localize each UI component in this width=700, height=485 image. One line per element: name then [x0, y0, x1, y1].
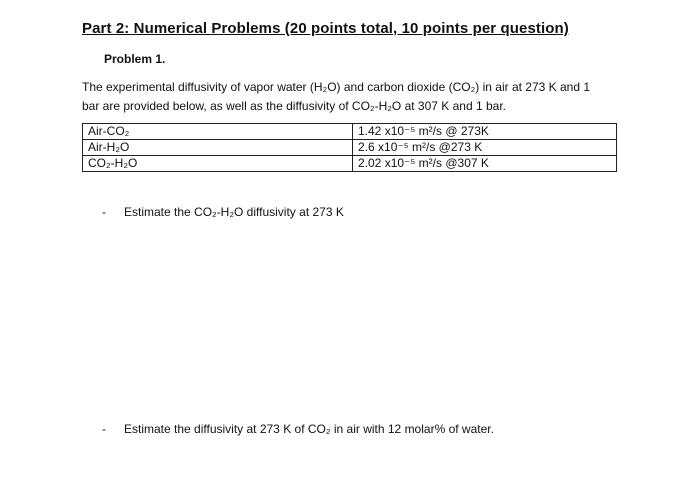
- bullet-dash: -: [102, 422, 106, 436]
- table-cell-value: 2.6 x10⁻⁵ m²/s @273 K: [353, 140, 617, 156]
- task-item: [102, 422, 552, 438]
- table-cell-pair: Air-H₂O: [83, 140, 353, 156]
- table-cell-pair: CO₂-H₂O: [83, 156, 353, 172]
- bullet-dash: -: [102, 205, 106, 219]
- problem-title: Problem 1.: [104, 52, 166, 66]
- table-row: [83, 140, 617, 156]
- diffusivity-table: [82, 123, 617, 172]
- task-text: Estimate the CO₂-H₂O diffusivity at 273 K: [124, 205, 344, 219]
- problem-statement: [82, 78, 627, 116]
- problem-statement-line-1: The experimental diffusivity of vapor water (H₂O) and carbon dioxide (CO₂) in air at 273 K and 1: [82, 80, 591, 94]
- section-heading: Part 2: Numerical Problems (20 points total, 10 points per question): [82, 20, 569, 37]
- table-cell-value: 1.42 x10⁻⁵ m²/s @ 273K: [353, 124, 617, 140]
- problem-statement-line-2: bar are provided below, as well as the diffusivity of CO₂-H₂O at 307 K and 1 bar.: [82, 99, 506, 113]
- table-cell-pair: Air-CO₂: [83, 124, 353, 140]
- table-cell-value: 2.02 x10⁻⁵ m²/s @307 K: [353, 156, 617, 172]
- table-row: [83, 156, 617, 172]
- table-row: [83, 124, 617, 140]
- task-item: [102, 205, 502, 221]
- task-text: Estimate the diffusivity at 273 K of CO₂ in air with 12 molar% of water.: [124, 422, 494, 436]
